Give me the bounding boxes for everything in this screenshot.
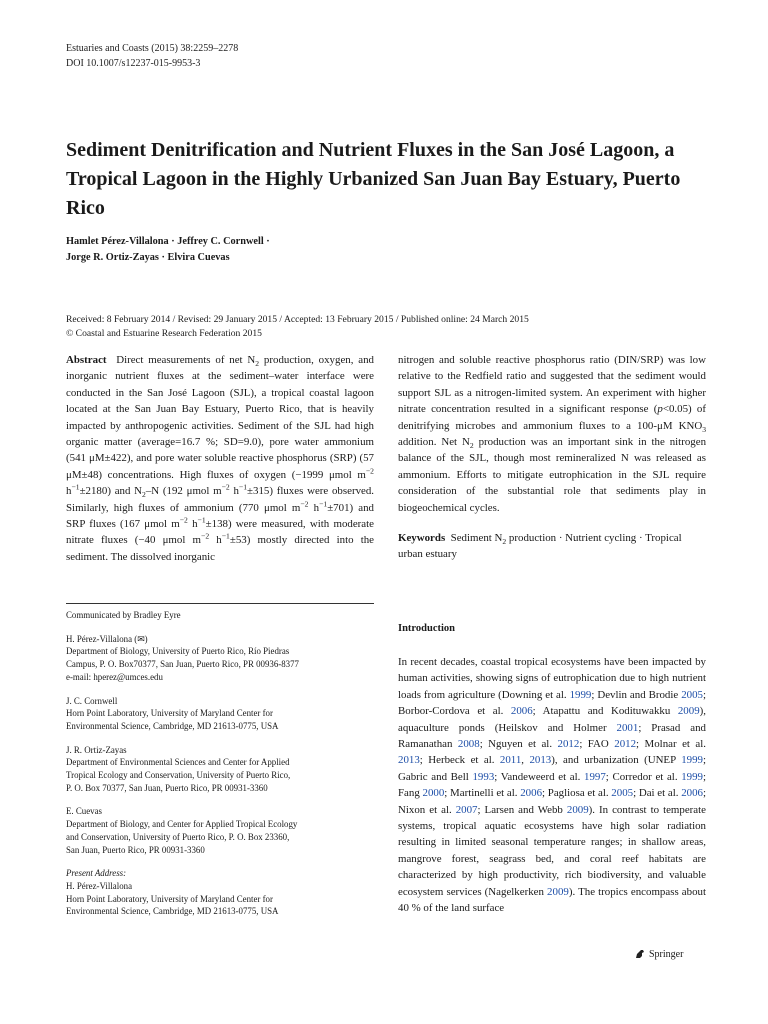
superscript: −1 — [221, 531, 230, 541]
date-history: Received: 8 February 2014 / Revised: 29 January 2015 / Accepted: 13 February 2015 / Published online: 24 March 2015 — [66, 314, 529, 325]
doi: DOI 10.1007/s12237-015-9953-3 — [66, 58, 201, 69]
citation-link[interactable]: 1999 — [681, 754, 703, 767]
affiliation-line: Horn Point Laboratory, University of Maryland Center for — [66, 893, 273, 904]
keywords-label: Keywords — [398, 532, 446, 544]
affiliation-line: Environmental Science, Cambridge, MD 21613-0775, USA — [66, 906, 279, 917]
affiliation-name: J. R. Ortiz-Zayas — [66, 744, 127, 755]
affiliation-name: H. Pérez-Villalona ( — [66, 633, 138, 644]
intro-text: ; Fang — [398, 770, 707, 800]
citation-link[interactable]: 2005 — [611, 787, 634, 800]
intro-text: ; Gabric and Bell — [398, 754, 706, 783]
journal-citation: Estuaries and Coasts (2015) 38:2259–2278 — [66, 43, 239, 54]
intro-text: ; Larsen and Webb — [477, 803, 567, 816]
subscript: 2 — [255, 359, 260, 369]
affiliation-2 — [66, 695, 374, 733]
citation-link[interactable]: 2001 — [616, 721, 639, 734]
citation-link[interactable]: 1999 — [569, 688, 592, 701]
keywords — [398, 530, 706, 563]
subscript: 2 — [469, 441, 474, 451]
mail-icon[interactable]: ✉ — [137, 633, 145, 644]
abstract-text: p — [657, 403, 663, 416]
affiliation-line: Department of Biology, University of Puerto Rico, Río Piedras — [66, 646, 290, 657]
citation-link[interactable]: 1993 — [472, 770, 495, 783]
citation-link[interactable]: 2013 — [529, 754, 552, 767]
subscript: 2 — [142, 490, 146, 500]
author-line-2: Jorge R. Ortiz-Zayas · Elvira Cuevas — [66, 252, 230, 263]
abstract-text: h — [66, 485, 72, 498]
intro-text: ; Dai et al. — [633, 787, 682, 800]
subscript: 3 — [702, 424, 706, 434]
abstract-text: addition. Net N — [398, 436, 470, 449]
publisher-footer — [634, 948, 683, 960]
intro-text: In recent decades, coastal tropical ecosystems have been impacted by human activities, showing signs of eutrophication due to high nutrient loads from agriculture (Downing et al. — [398, 656, 706, 701]
present-address — [66, 867, 374, 918]
citation-link[interactable]: 2009 — [677, 705, 700, 718]
email-link[interactable]: e-mail: hperez@umces.edu — [66, 671, 163, 682]
intro-text: ). The tropics encompass about 40 % of the land surface — [398, 885, 706, 915]
intro-text: ; Devlin and Brodie — [591, 688, 682, 701]
intro-text: ; FAO — [579, 738, 615, 751]
superscript: −1 — [319, 499, 328, 509]
author-list — [66, 234, 270, 266]
affiliation-line: Department of Biology, and Center for Applied Tropical Ecology — [66, 819, 298, 830]
citation-link[interactable]: 2012 — [557, 738, 580, 751]
affiliation-line: Environmental Science, Cambridge, MD 21613-0775, USA — [66, 720, 279, 731]
affiliation-line: Tropical Ecology and Conservation, University of Puerto Rico, — [66, 770, 291, 781]
affiliation-1 — [66, 633, 374, 684]
abstract-text: production was an important sink in the nitrogen balance of the SJL, though most remineralized N was released as ammonium. Efforts to mitigate eutrophication in the SJL require consideration of the substantial role that sediments play in biogeochemical cycles. — [398, 436, 707, 514]
intro-text: ; Herbeck et al. — [419, 754, 500, 767]
affiliation-name: J. C. Cornwell — [66, 695, 118, 706]
intro-text: ; Borbor-Cordova et al. — [398, 688, 706, 718]
abstract-text: nitrogen and soluble reactive phosphorus ratio (DIN/SRP) was low relative to the Redfield ratio and suggested that the sediment would support SJL as a nitrogen-limited system. An experiment with higher nitrate concentration resulted in a significant response ( — [398, 354, 706, 416]
abstract-text: ±701) and SRP fluxes (167 μmol m — [66, 501, 375, 531]
intro-text: , — [521, 754, 530, 767]
author-affiliations — [66, 609, 374, 929]
abstract-label: Abstract — [66, 354, 107, 366]
intro-text: ; Vandeweerd et al. — [494, 770, 584, 783]
springer-horse-icon — [634, 948, 646, 960]
abstract-text: production, oxygen, and inorganic nutrient fluxes at the sediment–water interface were conducted in the San José Lagoon (SJL), a tropical coastal lagoon located at the San Juan Bay Estuary, Puerto Rico, that is heavily impacted by anthropogenic activities. Sediment of the SJL had high organic matter (average=16.7 %; SD=9.0), pore water ammonium (541 μM±422), and pore water soluble reactive phosphorus (SRP) (57 μM±48) concentrations. High fluxes of oxygen (−1999 μmol m — [66, 354, 374, 481]
intro-text: ; Atapattu and Kodituwakku — [532, 705, 678, 718]
author-line-1: Hamlet Pérez-Villalona · Jeffrey C. Cornwell · — [66, 236, 270, 247]
citation-link[interactable]: 2013 — [398, 754, 420, 767]
citation-link[interactable]: 2009 — [547, 885, 569, 898]
affiliation-name: H. Pérez-Villalona — [66, 880, 133, 891]
superscript: −2 — [365, 466, 374, 476]
intro-text: ; Nguyen et al. — [479, 738, 558, 751]
abstract-text: ±2180) and N — [79, 485, 143, 498]
affiliation-line: Horn Point Laboratory, University of Maryland Center for — [66, 708, 273, 719]
present-address-label: Present Address: — [66, 868, 127, 879]
abstract-text: Direct measurements of net N — [116, 354, 256, 366]
abstract-right — [398, 352, 706, 516]
intro-text: ; Pagliosa et al. — [542, 787, 612, 800]
keywords-text: Sediment N — [450, 532, 503, 544]
introduction-text — [398, 654, 706, 917]
article-title: Sediment Denitrification and Nutrient Fluxes in the San José Lagoon, a Tropical Lagoon in the Highly Urbanized San Juan Bay Estuary, Puerto Rico — [66, 139, 681, 219]
affiliation-4 — [66, 805, 374, 856]
superscript: −1 — [71, 482, 80, 492]
superscript: −2 — [179, 515, 188, 525]
citation-link[interactable]: 2011 — [499, 754, 522, 767]
citation-link[interactable]: 2007 — [455, 803, 478, 816]
superscript: −2 — [221, 482, 230, 492]
affiliation-line: San Juan, Puerto Rico, PR 00931-3360 — [66, 844, 205, 855]
intro-text: ), and urbanization (UNEP — [551, 754, 682, 767]
abstract-text: ±138) were measured, with moderate nitrate fluxes (−40 μmol m — [66, 518, 374, 547]
abstract-text: <0.05) of denitrifying microbes and ammonium fluxes to a 100-μM KNO — [398, 403, 706, 432]
superscript: −1 — [238, 482, 248, 492]
affiliation-line: Campus, P. O. Box70377, San Juan, Puerto Rico, PR 00936-8377 — [66, 659, 299, 670]
publisher-name: Springer — [649, 948, 684, 960]
citation-link[interactable]: 2006 — [510, 705, 533, 718]
article-history — [66, 313, 529, 341]
citation-link[interactable]: 1997 — [584, 770, 606, 783]
intro-text: ), aquaculture ponds (Heilskov and Holmer — [398, 705, 706, 734]
citation-link[interactable]: 2012 — [614, 738, 637, 751]
introduction-heading: Introduction — [398, 623, 455, 634]
abstract-text: ±315) fluxes were observed. Similarly, high fluxes of ammonium (770 μmol m — [66, 485, 375, 514]
communicated-by: Communicated by Bradley Eyre — [66, 610, 181, 620]
intro-text: ; Nixon et al. — [398, 787, 706, 816]
affiliation-3 — [66, 744, 374, 795]
abstract-text: –N (192 μmol m — [145, 485, 222, 498]
citation-link[interactable]: 2009 — [566, 803, 589, 816]
abstract-text: ±53) mostly directed into the sediment. The dissolved inorganic — [66, 534, 375, 563]
affiliation-line: P. O. Box 70377, San Juan, Puerto Rico, PR 00931-3360 — [66, 782, 268, 793]
intro-text: ). In contrast to temperate systems, tropical aquatic ecosystems have high solar radiation resulting in limited seasonal temperature ranges; in shallow areas, mangrove forest, seagrass bed, and coral reef habitats are characterized by high productivity, rich biodiversity, and valuable ecosystem services (Nagelkerken — [398, 803, 707, 898]
abstract-text: h — [229, 485, 239, 498]
citation-link[interactable]: 2006 — [681, 787, 703, 800]
copyright: © Coastal and Estuarine Research Federation 2015 — [66, 328, 262, 339]
intro-text: ; Molnar et al. — [636, 738, 706, 751]
intro-text: ; Corredor et al. — [605, 770, 682, 783]
citation-link[interactable]: 1999 — [681, 770, 703, 783]
abstract-text: h — [209, 534, 222, 547]
abstract-left — [66, 352, 374, 592]
superscript: −2 — [300, 499, 309, 509]
superscript: −2 — [201, 531, 210, 541]
superscript: −1 — [197, 515, 206, 525]
citation-link[interactable]: 2000 — [422, 787, 445, 800]
footnote-divider — [66, 603, 374, 604]
intro-text: ; Martinelli et al. — [444, 787, 521, 800]
citation-link[interactable]: 2006 — [520, 787, 543, 800]
intro-text: ; Prasad and Ramanathan — [398, 721, 707, 751]
citation-link[interactable]: 2008 — [457, 738, 480, 751]
journal-header — [66, 41, 238, 71]
affiliation-line: and Conservation, University of Puerto Rico, P. O. Box 23360, — [66, 831, 290, 842]
citation-link[interactable]: 2005 — [681, 688, 703, 701]
affiliation-line: Department of Environmental Sciences and Center for Applied — [66, 757, 290, 768]
subscript: 2 — [502, 537, 507, 547]
keywords-text: production · Nutrient cycling · Tropical urban estuary — [398, 532, 682, 561]
abstract-text: h — [187, 518, 198, 531]
abstract-text: h — [308, 501, 320, 514]
affiliation-name: E. Cuevas — [66, 806, 102, 817]
affiliation-name: ) — [144, 633, 148, 644]
